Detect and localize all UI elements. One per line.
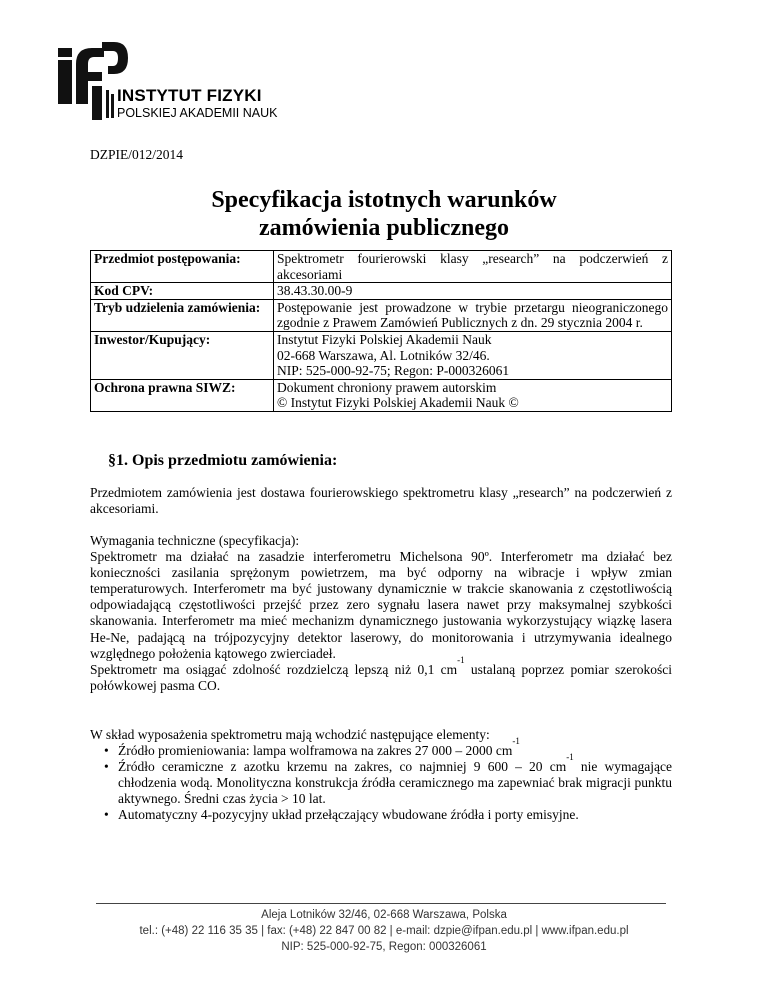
row-label: Inwestor/Kupujący: (91, 331, 274, 379)
list-item: • Źródło ceramiczne z azotku krzemu na zakres, co najmniej 9 600 – 20 $cm^{-1}$ nie wymagające chłodzenia wodą. Monolityczna konstrukcja źródła ceramicznego ma zapewniać brak migracji punktu aktywnego. Średni czas życia > 10 lat. (104, 752, 672, 807)
row-value: 38.43.30.00-9 (274, 283, 672, 300)
copyright-holder: © Instytut Fizyki Polskiej Akademii Nauk © (277, 395, 519, 411)
row-value (274, 331, 672, 379)
bullet-icon: • (104, 807, 109, 823)
row-label: Ochrona prawna SIWZ: (91, 379, 274, 411)
table-row (91, 331, 672, 379)
bullet-icon: • (104, 759, 109, 775)
row-value: Spektrometr fourierowski klasy „research” na podczerwień z akcesoriami (274, 251, 672, 283)
document-number: DZPIE/012/2014 (90, 147, 183, 162)
equipment-section (90, 727, 672, 824)
procurement-info-table (90, 250, 672, 412)
investor-address: 02-668 Warszawa, Al. Lotników 32/46. (277, 347, 490, 363)
list-item: • Źródło promieniowania: lampa wolframowa na zakres 27 000 – 2000 $cm^{-1}$ (104, 736, 520, 759)
section-heading: §1. Opis przedmiotu zamówienia: (108, 452, 338, 469)
title-line-2: zamówienia publicznego (259, 215, 509, 241)
footer (0, 907, 768, 955)
technical-requirements (90, 533, 672, 694)
list-item: • Automatyczny 4-pozycyjny układ przełączający wbudowane źródła i porty emisyjne. (104, 807, 579, 823)
footer-tax-ids: NIP: 525-000-92-75, Regon: 000326061 (281, 941, 487, 953)
footer-contact: tel.: (+48) 22 116 35 35 | fax: (+48) 22 847 00 82 | e-mail: dzpie@ifpan.edu.pl | www.ifpan.edu.pl (139, 925, 629, 937)
bullet-icon: • (104, 743, 109, 759)
row-value: Postępowanie jest prowadzone w trybie przetargu nieograniczonego zgodnie z Prawem Zamówień Publicznych z dn. 29 stycznia 2004 r. (274, 299, 672, 331)
row-value (274, 379, 672, 411)
investor-name: Instytut Fizyki Polskiej Akademii Nauk (277, 331, 492, 347)
copyright-notice: Dokument chroniony prawem autorskim (277, 379, 497, 395)
intro-paragraph: Przedmiotem zamówienia jest dostawa fourierowskiego spektrometru klasy „research” na podczerwień z akcesoriami. (90, 485, 672, 517)
tech-heading: Wymagania techniczne (specyfikacja): (90, 533, 300, 548)
table-row (91, 299, 672, 331)
row-label: Kod CPV: (91, 283, 274, 300)
table-row (91, 251, 672, 283)
resolution-paragraph: Spektrometr ma osiągać zdolność rozdzielczą lepszą niż 0,1 $cm^{-1}$ ustalaną poprzez pomiar szerokości połówkowej pasma CO. (90, 654, 672, 693)
document-title (0, 186, 768, 242)
tech-paragraph: Spektrometr ma działać na zasadzie interferometru Michelsona 90º. Interferometr ma działać bez konieczności zasilania sprężonym powietrzem, ma być odporny na wibracje i wpływ zmian temperaturowych. Interferometr ma być justowany dynamicznie w trakcie skanowania z częstotliwością odpowiadającą częstotliwości przejść przez zero sygnału lasera nawet przy maksymalnej szybkości skanowania. Interferometr ma mieć mechanizm dynamicznego justowania wykorzystujący wiązkę lasera He-Ne, padającą na trójpozycyjny detektor laserowy, do monitorowania i utrzymywania idealnego względnego położenia kątowego zwierciadeł. (90, 549, 672, 661)
table-row (91, 283, 672, 300)
title-line-1: Specyfikacja istotnych warunków (211, 187, 557, 213)
row-label: Tryb udzielenia zamówienia: (91, 299, 274, 331)
table-row (91, 379, 672, 411)
logo-institute-name: INSTYTUT FIZYKI (117, 86, 262, 105)
footer-divider (96, 903, 666, 904)
equipment-intro: W skład wyposażenia spektrometru mają wchodzić następujące elementy: (90, 727, 490, 742)
footer-address: Aleja Lotników 32/46, 02-668 Warszawa, Polska (261, 909, 507, 921)
investor-tax-ids: NIP: 525-000-92-75; Regon: P-000326061 (277, 363, 510, 379)
equipment-list (90, 736, 672, 823)
logo-institute-subname: POLSKIEJ AKADEMII NAUK (117, 106, 278, 120)
row-label: Przedmiot postępowania: (91, 251, 274, 283)
